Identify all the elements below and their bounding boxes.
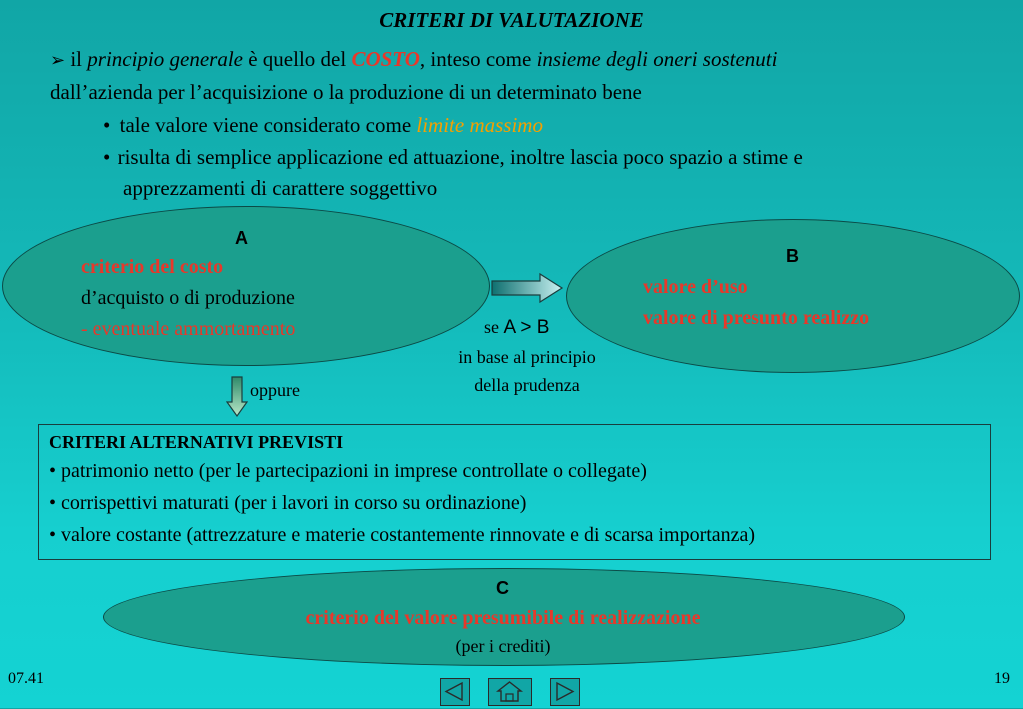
footer-left: 07.41 [8,670,44,687]
ellipse-b-line-1: valore d’uso [643,276,748,298]
bullet-1-text: tale valore viene considerato come [119,113,417,137]
arrow-bullet-icon: ➢ [50,50,66,70]
right-arrow-icon [490,272,566,304]
bullet-dot-icon: • [103,145,111,169]
box-item-2: • corrispettivi maturati (per i lavori in corso su ordinazione) [49,492,527,514]
nav-next-button[interactable] [550,678,580,706]
intro-line-2: dall’azienda per l’acquisizione o la produzione di un determinato bene [50,80,642,104]
home-icon [489,679,530,704]
ellipse-a-line-2: d’acquisto o di produzione [81,287,295,309]
ellipse-c-letter: C [496,578,509,598]
triangle-right-icon [551,679,578,704]
ellipse-c-line-1: criterio del valore presumibile di realizzazione [305,607,701,629]
intro-costo: COSTO [351,47,420,71]
nav-home-button[interactable] [488,678,532,706]
condition-line-2: in base al principio [458,347,596,367]
box-item-3: • valore costante (attrezzature e materie costantemente rinnovate e di scarsa importanza) [49,524,756,546]
bullet-dot-icon: • [103,113,111,137]
intro-text-3: , inteso come [419,47,537,71]
bullet-item-1 [103,113,543,138]
condition-expr: A > B [503,317,550,338]
ellipse-b-line-2: valore di presunto realizzo [643,307,870,329]
nav-prev-button[interactable] [440,678,470,706]
intro-insieme: insieme degli oneri sostenuti [536,47,778,71]
condition-se: se [484,317,504,337]
condition-line-1 [484,317,549,339]
box-item-1: • patrimonio netto (per le partecipazioni in imprese controllate o collegate) [49,460,647,482]
bullet-1-highlight: limite massimo [416,113,543,137]
intro-text-2: è quello del [242,47,352,71]
intro-principio: principio generale [87,47,243,71]
page-number: 19 [994,670,1010,687]
alternative-criteria-box [38,424,991,560]
condition-line-3: della prudenza [474,375,580,395]
slide-title: CRITERI DI VALUTAZIONE [379,8,644,32]
down-arrow-icon [226,376,248,418]
ellipse-c-line-2: (per i crediti) [455,636,551,656]
bullet-2-text-1: risulta di semplice applicazione ed attuazione, inoltre lascia poco spazio a stime e [117,145,803,169]
ellipse-a-line-1: criterio del costo [81,256,224,278]
ellipse-b [566,219,1020,373]
intro-line-1 [50,47,777,72]
ellipse-b-letter: B [786,246,799,266]
bullet-2-text-2: apprezzamenti di carattere soggettivo [123,176,438,200]
ellipse-a-letter: A [235,228,248,248]
triangle-left-icon [441,679,468,704]
oppure-label: oppure [250,380,300,400]
bullet-item-2 [103,145,803,170]
box-heading: CRITERI ALTERNATIVI PREVISTI [49,432,344,452]
ellipse-a-line-3: - eventuale ammortamento [81,318,296,340]
intro-text-1: il [70,47,88,71]
